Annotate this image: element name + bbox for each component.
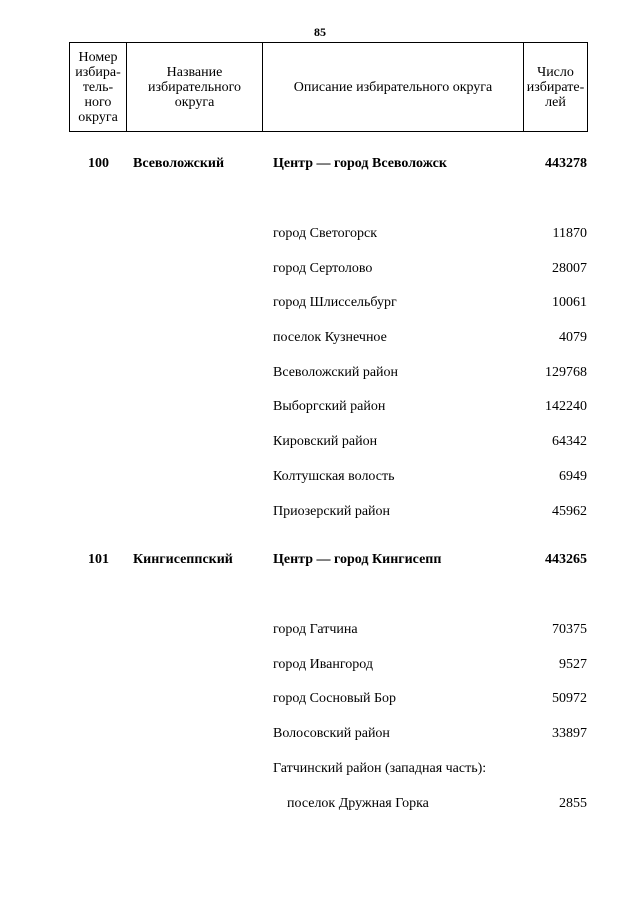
district-number: 100	[88, 156, 109, 171]
header-voters-line: лей	[545, 94, 566, 110]
part-label: Всеволожский район	[273, 365, 399, 380]
district-center: Центр — город Всеволожск	[273, 156, 447, 171]
part-voters: 142240	[545, 399, 587, 414]
part-label: Выборгский район	[273, 399, 386, 414]
part-voters: 4079	[559, 330, 587, 345]
part-label: Кировский район	[273, 434, 378, 449]
part-label: поселок Дружная Горка	[287, 796, 429, 811]
part-label: город Ивангород	[273, 657, 373, 672]
part-voters: 10061	[552, 295, 587, 310]
part-label: Приозерский район	[273, 504, 391, 519]
list-item	[0, 761, 640, 781]
district-voters: 443278	[545, 156, 587, 171]
district-center: Центр — город Кингисепп	[273, 552, 442, 567]
header-number-column	[70, 43, 127, 132]
part-voters: 45962	[552, 504, 587, 519]
list-item	[0, 726, 640, 746]
header-name-column	[127, 43, 263, 132]
header-voters-column	[524, 43, 588, 132]
part-label: Гатчинский район (западная часть):	[273, 761, 487, 776]
header-number-line: ного	[84, 94, 112, 110]
list-item	[0, 657, 640, 677]
part-label: Колтушская волость	[273, 469, 395, 484]
list-item	[0, 330, 640, 350]
district-name: Всеволожский	[133, 156, 225, 171]
part-voters: 11870	[552, 226, 587, 241]
part-voters: 33897	[552, 726, 587, 741]
part-voters: 9527	[559, 657, 587, 672]
part-label: город Сертолово	[273, 261, 373, 276]
part-voters: 64342	[552, 434, 587, 449]
header-voters-line: Число	[537, 64, 574, 80]
list-item	[0, 469, 640, 489]
list-item	[0, 434, 640, 454]
list-item	[0, 295, 640, 315]
district-row	[0, 552, 640, 572]
header-number-line: избира-	[75, 64, 121, 80]
header-number-line: тель-	[82, 79, 114, 95]
page-number: 85	[314, 25, 326, 39]
header-name-line: округа	[174, 94, 215, 110]
header-name-line: избирательного	[147, 79, 242, 95]
header-description-line: Описание избирательного округа	[293, 79, 493, 95]
part-label: город Сосновый Бор	[273, 691, 397, 706]
part-label: Волосовский район	[273, 726, 390, 741]
district-number: 101	[88, 552, 109, 567]
header-description-column	[263, 43, 524, 132]
part-voters: 2855	[559, 796, 587, 811]
district-voters: 443265	[545, 552, 587, 567]
header-name-line: Название	[166, 64, 223, 80]
district-row	[0, 156, 640, 176]
table-header	[69, 42, 588, 132]
header-voters-line: избирате-	[526, 79, 585, 95]
list-item	[0, 261, 640, 281]
list-item	[0, 622, 640, 642]
part-label: город Гатчина	[273, 622, 358, 637]
list-item	[0, 226, 640, 246]
list-item	[0, 691, 640, 711]
part-label: город Шлиссельбург	[273, 295, 397, 310]
list-item	[0, 504, 640, 524]
part-voters: 70375	[552, 622, 587, 637]
district-name: Кингисеппский	[133, 552, 233, 567]
part-voters: 6949	[559, 469, 587, 484]
list-item	[0, 365, 640, 385]
list-item	[0, 399, 640, 419]
header-number-line: Номер	[78, 49, 118, 65]
header-number-line: округа	[78, 109, 118, 125]
part-voters: 28007	[552, 261, 587, 276]
part-label: поселок Кузнечное	[273, 330, 387, 345]
part-voters: 50972	[552, 691, 587, 706]
list-item	[0, 796, 640, 816]
part-voters: 129768	[545, 365, 587, 380]
part-label: город Светогорск	[273, 226, 378, 241]
